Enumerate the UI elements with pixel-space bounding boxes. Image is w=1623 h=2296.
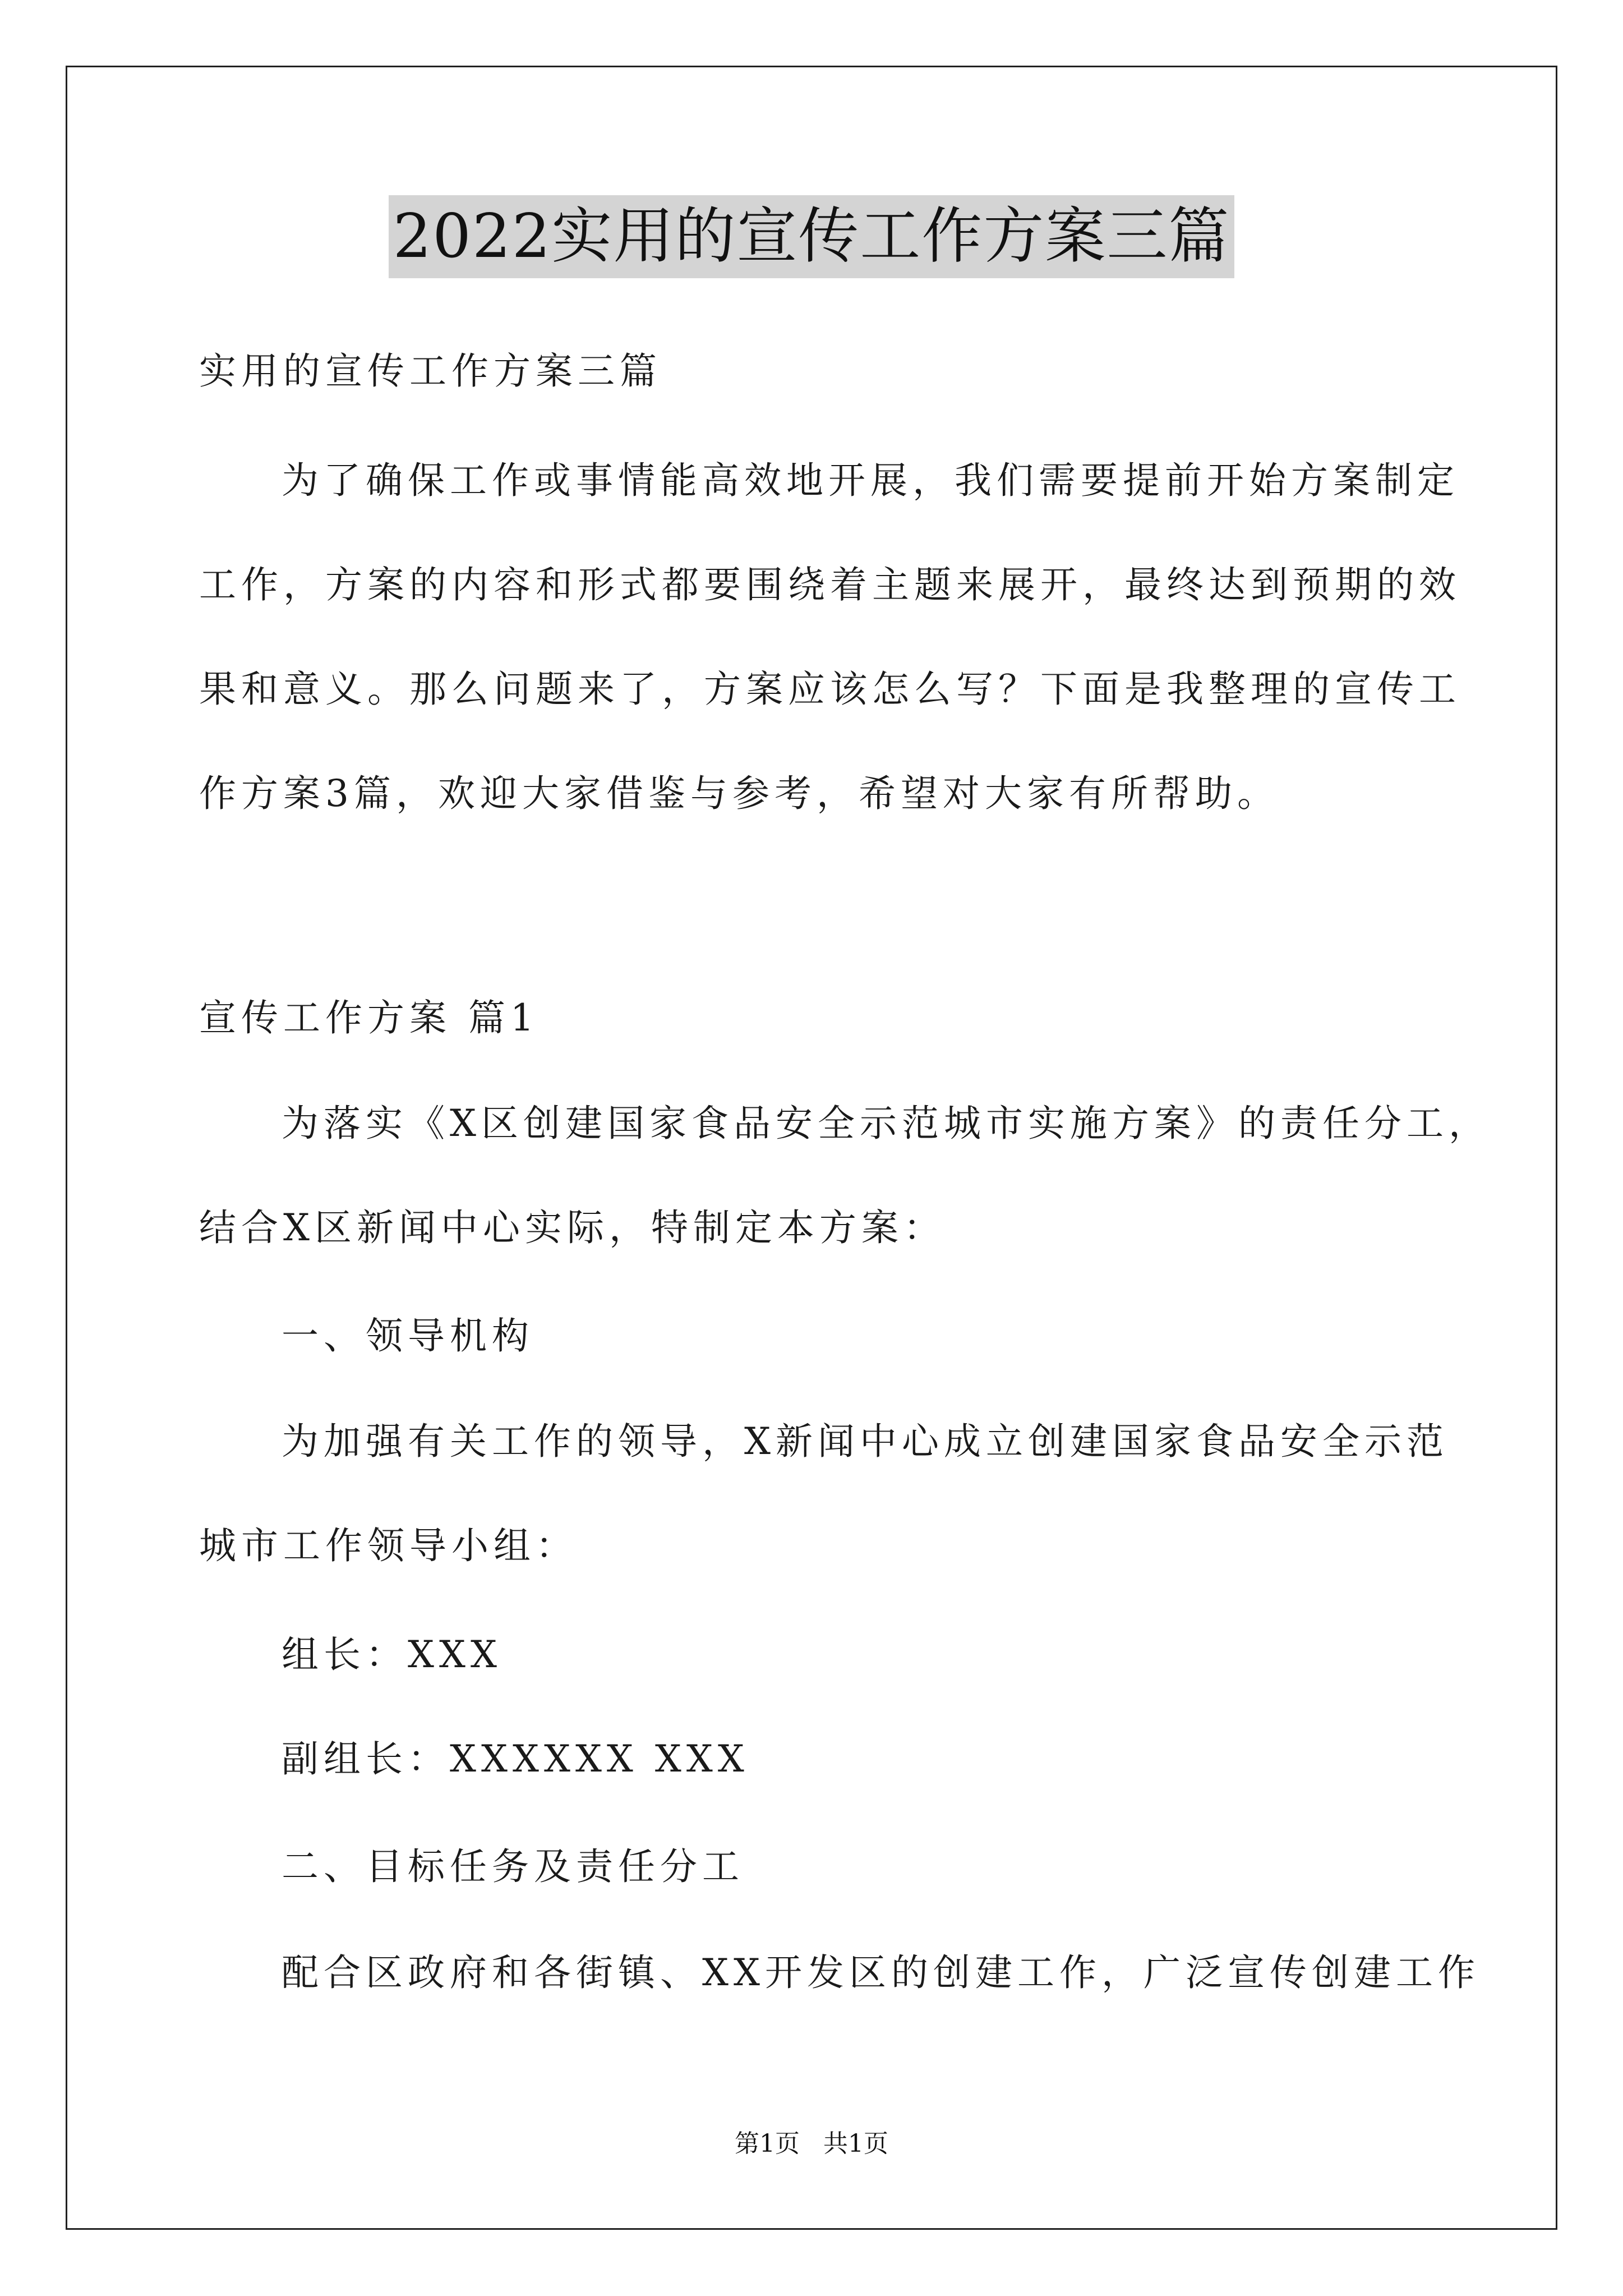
page-total: 共1页: [823, 2129, 888, 2158]
list-item: 副组长：XXXXXX XXX: [282, 1737, 749, 1780]
page-footer: [0, 2130, 1623, 2158]
paragraph-line: 果和意义。那么问题来了，方案应该怎么写？下面是我整理的宣传工: [199, 668, 1461, 711]
paragraph-line: 配合区政府和各街镇、XX开发区的创建工作，广泛宣传创建工作: [282, 1951, 1480, 1994]
subheading-line: 二、目标任务及责任分工: [282, 1845, 744, 1888]
paragraph-line: 为落实《X区创建国家食品安全示范城市实施方案》的责任分工，: [282, 1102, 1491, 1145]
paragraph-line: 为加强有关工作的领导，X新闻中心成立创建国家食品安全示范: [282, 1420, 1449, 1463]
subheading-line: 一、领导机构: [282, 1314, 534, 1358]
title-wrapper: [0, 195, 1623, 278]
paragraph-line: 为了确保工作或事情能高效地开展，我们需要提前开始方案制定: [282, 459, 1459, 502]
paragraph-line: 工作，方案的内容和形式都要围绕着主题来展开，最终达到预期的效: [199, 563, 1461, 606]
list-item: 组长：XXX: [282, 1633, 502, 1676]
page-number: 第1页: [735, 2129, 800, 2158]
subtitle-line: 实用的宣传工作方案三篇: [199, 349, 662, 393]
paragraph-line: 结合X区新闻中心实际，特制定本方案：: [199, 1206, 946, 1249]
paragraph-line: 作方案3篇，欢迎大家借鉴与参考，希望对大家有所帮助。: [199, 772, 1279, 815]
paragraph-line: 城市工作领导小组：: [199, 1524, 578, 1567]
document-title: 2022实用的宣传工作方案三篇: [389, 195, 1235, 278]
section-heading: 宣传工作方案 篇1: [199, 996, 539, 1039]
